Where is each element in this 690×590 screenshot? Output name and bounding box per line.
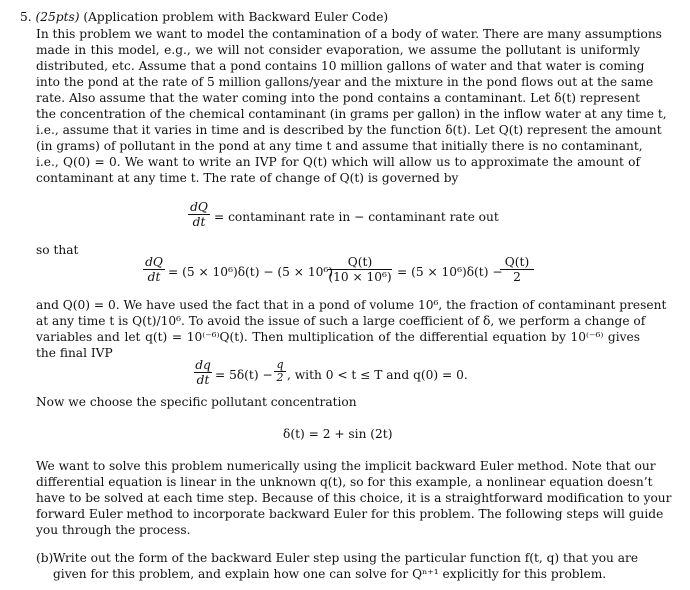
intro-line: (in grams) of pollutant in the pond at any time t and assume that initially there is no contaminant,: [36, 139, 643, 153]
problem-points: (25pts): [35, 10, 80, 24]
eq3-rhs-b: , with 0 < t ≤ T and q(0) = 0.: [287, 368, 468, 382]
eq1-rhs: = contaminant rate in − contaminant rate out: [214, 210, 499, 224]
eq2-lhs-fraction: [143, 255, 165, 284]
eq2-lhs-denominator: dt: [147, 270, 161, 284]
eq2-frac1-denominator: (10 × 10⁶): [328, 270, 392, 284]
eq3-lhs-denominator: dt: [196, 373, 210, 387]
eq3-frac-denominator: 2: [276, 371, 284, 384]
part-b-line: given for this problem, and explain how one can solve for Qⁿ⁺¹ explicitly for this problem.: [53, 567, 607, 581]
eq3-rhs-a: = 5δ(t) −: [215, 368, 273, 382]
intro-line: i.e., assume that it varies in time and is described by the function δ(t). Let Q(t) represent the amount: [36, 123, 662, 137]
eq3-lhs-fraction: [194, 358, 212, 387]
mid-line: the final IVP: [36, 346, 113, 360]
eq2-part-b: = (5 × 10⁶)δ(t) −: [397, 265, 503, 279]
eq1-fraction: [188, 200, 210, 229]
intro-line: rate. Also assume that the water coming into the pond contains a contaminant. Let δ(t) represent: [36, 91, 640, 105]
intro-line: the concentration of the chemical contaminant (in grams per gallon) in the inflow water at any time t,: [36, 107, 667, 121]
eq2-frac1-numerator: Q(t): [347, 255, 373, 269]
intro-line: i.e., Q(0) = 0. We want to write an IVP for Q(t) which will allow us to approximate the amount of: [36, 155, 640, 169]
eq2-fraction-2: [500, 255, 534, 284]
eq3-fraction: [274, 359, 286, 384]
eq2-part-a: = (5 × 10⁶)δ(t) − (5 × 10⁶): [168, 265, 334, 279]
intro-line: made in this model, e.g., we will not consider evaporation, we assume the pollutant is uniformly: [36, 43, 640, 57]
solve-line: differential equation is linear in the unknown q(t), so for this example, a nonlinear equation doesn’t: [36, 475, 653, 489]
intro-line: In this problem we want to model the contamination of a body of water. There are many assumptions: [36, 27, 662, 41]
choose-line: Now we choose the specific pollutant concentration: [36, 395, 357, 409]
mid-line: at any time t is Q(t)/10⁶. To avoid the issue of such a large coefficient of δ, we perform a change of: [36, 314, 646, 328]
eq3-frac-numerator: q: [276, 358, 284, 371]
mid-line: and Q(0) = 0. We have used the fact that in a pond of volume 10⁶, the fraction of contaminant present: [36, 298, 667, 312]
intro-line: contaminant at any time t. The rate of change of Q(t) is governed by: [36, 171, 459, 185]
problem-title: (Application problem with Backward Euler Code): [83, 10, 389, 24]
intro-line: into the pond at the rate of 5 million gallons/year and the mixture in the pond flows out at the same: [36, 75, 654, 89]
eq4-concentration: δ(t) = 2 + sin (2t): [283, 427, 393, 441]
solve-line: forward Euler method to incorporate backward Euler for this problem. The following steps will guide: [36, 507, 664, 521]
intro-line: distributed, etc. Assume that a pond contains 10 million gallons of water and that water is coming: [36, 59, 645, 73]
eq1-numerator: dQ: [190, 200, 208, 214]
problem-number: 5.: [20, 10, 32, 24]
eq2-frac2-denominator: 2: [513, 270, 521, 284]
solve-line: you through the process.: [36, 523, 191, 537]
part-b-line: Write out the form of the backward Euler step using the particular function f(t, q) that you are: [53, 551, 639, 565]
solve-line: We want to solve this problem numerically using the implicit backward Euler method. Note that our: [36, 459, 656, 473]
eq2-lhs-numerator: dQ: [145, 255, 163, 269]
eq2-fraction-1: [328, 255, 392, 284]
mid-line: variables and let q(t) = 10⁽⁻⁶⁾Q(t). Then multiplication of the differential equation by 10⁽⁻⁶⁾ gives: [36, 330, 640, 344]
part-b-label: (b): [36, 551, 54, 565]
eq2-frac2-numerator: Q(t): [504, 255, 530, 269]
problem-header: [20, 9, 388, 25]
eq3-lhs-numerator: dq: [195, 358, 211, 372]
solve-line: have to be solved at each time step. Because of this choice, it is a straightforward modification to your: [36, 491, 672, 505]
so-that-text: so that: [36, 243, 79, 257]
eq1-denominator: dt: [192, 215, 206, 229]
